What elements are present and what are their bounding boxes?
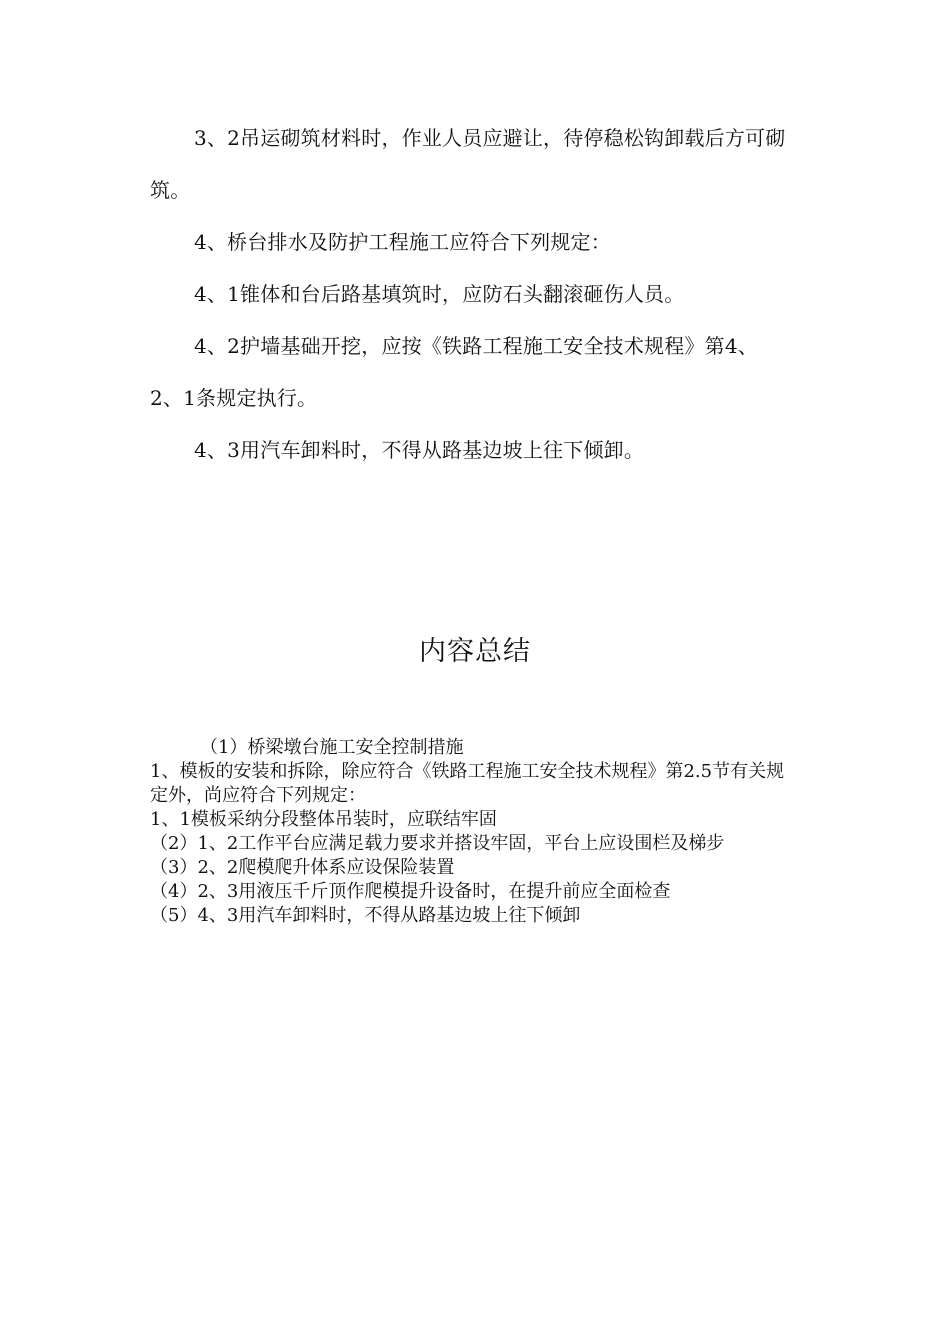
summary-line: （1）桥梁墩台施工安全控制措施: [200, 737, 464, 758]
paragraph-4: 4、桥台排水及防护工程施工应符合下列规定：: [194, 230, 611, 254]
paragraph-4-2: 4、2护墙基础开挖，应按《铁路工程施工安全技术规程》第4、2、1条规定执行。: [150, 334, 758, 410]
summary-line: 1、模板的安装和拆除，除应符合《铁路工程施工安全技术规程》第2.5节有关规定外，尚应符合下列规定：: [150, 761, 785, 806]
summary-line: （4）2、3用液压千斤顶作爬模提升设备时，在提升前应全面检查: [150, 881, 671, 902]
summary-line: 1、1模板采纳分段整体吊装时，应联结牢固: [150, 809, 497, 830]
summary-line: （5）4、3用汽车卸料时，不得从路基边坡上往下倾卸: [150, 905, 581, 926]
paragraph-3-2: 3、2吊运砌筑材料时，作业人员应避让，待停稳松钩卸载后方可砌筑。: [150, 126, 786, 202]
paragraph-4-1: 4、1锥体和台后路基填筑时，应防石头翻滚砸伤人员。: [194, 282, 685, 306]
body-text: [150, 112, 790, 476]
summary-line: （2）1、2工作平台应满足载力要求并搭设牢固，平台上应设围栏及梯步: [150, 833, 725, 854]
summary-line: （3）2、2爬模爬升体系应设保险装置: [150, 857, 455, 878]
summary-section: [150, 736, 795, 928]
summary-title: 内容总结: [419, 636, 531, 667]
paragraph-4-3: 4、3用汽车卸料时，不得从路基边坡上往下倾卸。: [194, 438, 645, 462]
